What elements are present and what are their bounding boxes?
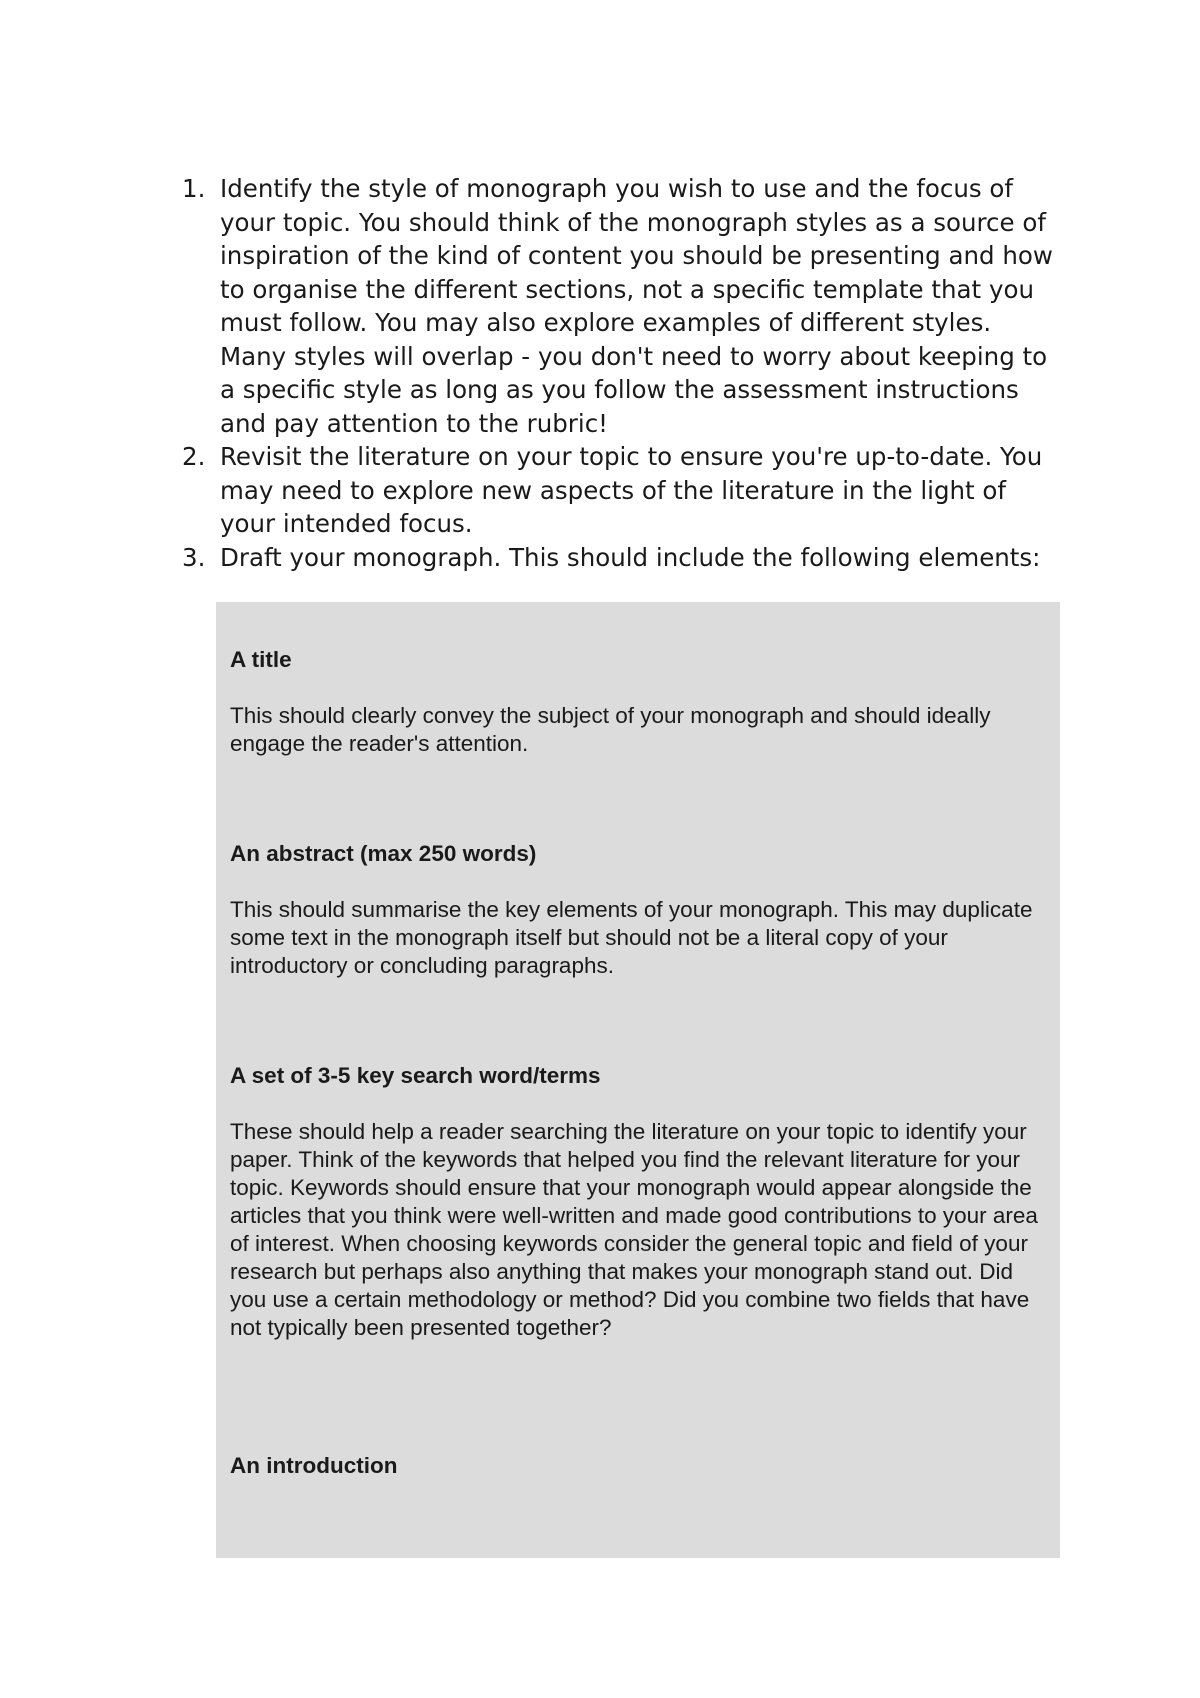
element-abstract-section [230, 840, 1050, 980]
step-text: Revisit the literature on your topic to ensure you're up-to-date. You may need to explore new aspects of the literature in the light of your intended focus. [220, 442, 1043, 538]
element-title-section [230, 646, 1050, 758]
step-number: 2. [182, 442, 206, 471]
monograph-elements-box [216, 602, 1060, 1558]
step-text: Draft your monograph. This should include the following elements: [220, 542, 1041, 572]
step-number: 1. [182, 174, 206, 203]
instruction-steps-list [178, 172, 1058, 574]
element-heading: A set of 3-5 key search word/terms [230, 1063, 601, 1088]
element-description: This should clearly convey the subject of your monograph and should ideally engage the reader's attention. [230, 703, 991, 756]
element-description: These should help a reader searching the literature on your topic to identify your paper. Think of the keywords that helped you find the relevant literature for your topic. Keywords should ensure that your monograph would appear alongside the articles that you think were well-written and made good contributions to your area of interest. When choosing keywords consider the general topic and field of your research but perhaps also anything that makes your monograph stand out. Did you use a certain methodology or method? Did you combine two fields that have not typically been presented together? [230, 1119, 1038, 1340]
step-item-2 [178, 440, 1058, 541]
step-number: 3. [182, 542, 206, 572]
step-item-1 [178, 172, 1058, 440]
element-heading: A title [230, 647, 292, 672]
element-heading: An abstract (max 250 words) [230, 841, 537, 866]
step-text: Identify the style of monograph you wish to use and the focus of your topic. You should think of the monograph styles as a source of inspiration of the kind of content you should be presenting and how to organise the different sections, not a specific template that you must follow. You may also explore examples of different styles. Many styles will overlap - you don't need to worry about keeping to a specific style as long as you follow the assessment instructions and pay attention to the rubric! [220, 174, 1053, 438]
element-keywords-section [230, 1062, 1050, 1342]
element-heading: An introduction [230, 1453, 398, 1478]
element-introduction-section [230, 1452, 1050, 1508]
element-description: This should summarise the key elements of your monograph. This may duplicate some text in the monograph itself but should not be a literal copy of your introductory or concluding paragraphs. [230, 897, 1033, 978]
step-item-3 [178, 541, 1058, 575]
